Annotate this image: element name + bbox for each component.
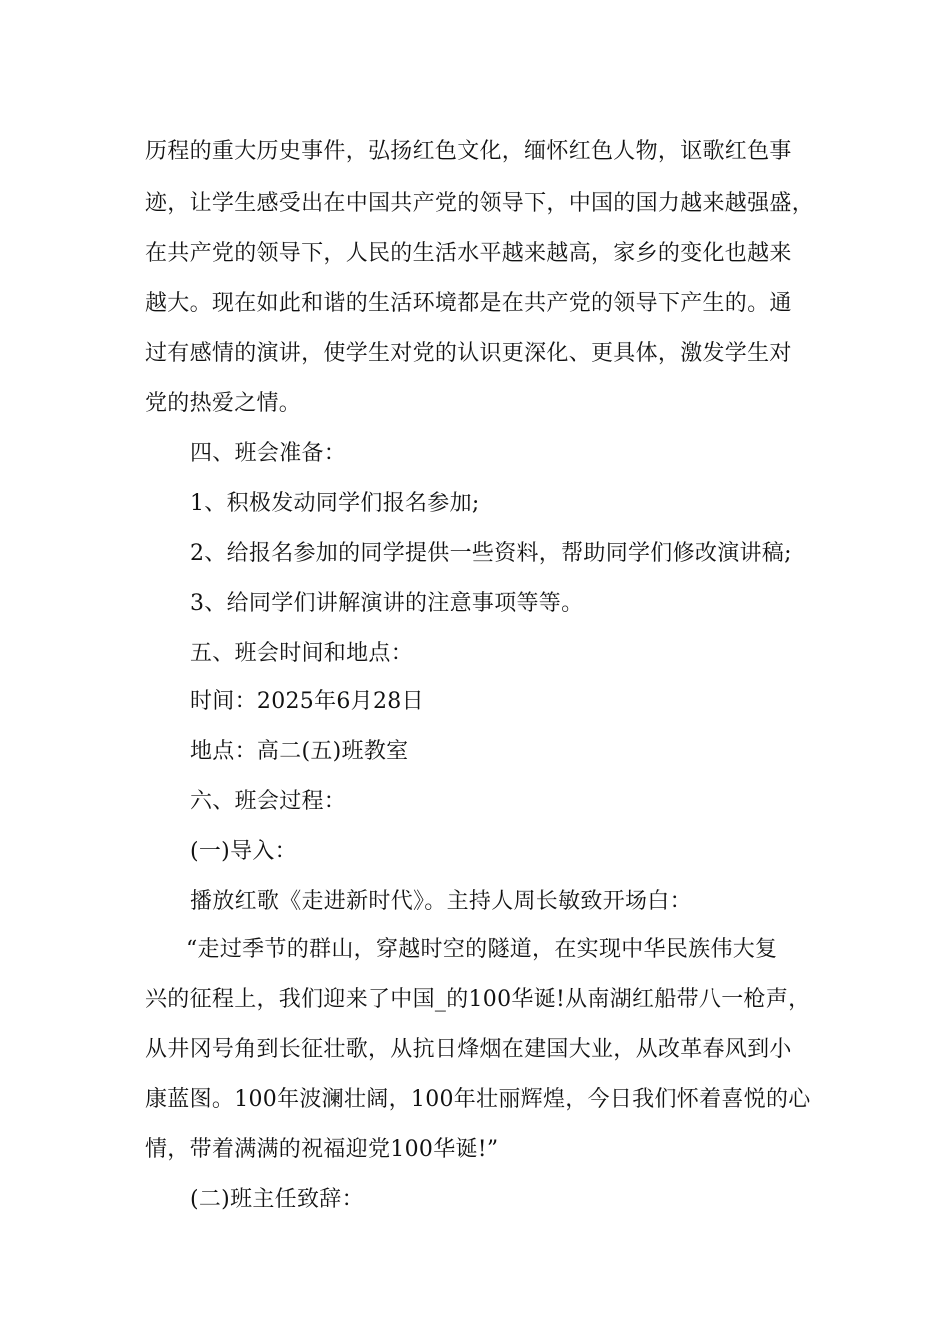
subsection-heading: (一)导入： xyxy=(190,839,297,864)
quote-line: 兴的征程上，我们迎来了中国_的100华诞!从南湖红船带八一枪声， xyxy=(145,987,811,1012)
list-item: 2、给报名参加的同学提供一些资料，帮助同学们修改演讲稿; xyxy=(190,541,792,566)
list-item: 1、积极发动同学们报名参加; xyxy=(190,491,480,516)
section-heading: 五、班会时间和地点： xyxy=(190,641,414,666)
paragraph-line: 历程的重大历史事件，弘扬红色文化，缅怀红色人物，讴歌红色事 xyxy=(145,139,792,164)
meeting-time: 时间：2025年6月28日 xyxy=(190,689,424,714)
section-heading: 四、班会准备： xyxy=(190,441,347,466)
quote-line: “走过季节的群山，穿越时空的隧道，在实现中华民族伟大复 xyxy=(186,937,778,962)
paragraph-line: 迹，让学生感受出在中国共产党的领导下，中国的国力越来越强盛， xyxy=(145,191,815,216)
meeting-location: 地点：高二(五)班教室 xyxy=(190,739,409,764)
quote-line: 情，带着满满的祝福迎党100华诞!” xyxy=(145,1137,499,1162)
paragraph-line: 在共产党的领导下，人民的生活水平越来越高，家乡的变化也越来 xyxy=(145,241,792,266)
paragraph-line: 过有感情的演讲，使学生对党的认识更深化、更具体，激发学生对 xyxy=(145,341,792,366)
subsection-heading: (二)班主任致辞： xyxy=(190,1187,364,1212)
list-item: 3、给同学们讲解演讲的注意事项等等。 xyxy=(190,591,584,616)
paragraph-line: 党的热爱之情。 xyxy=(145,391,302,416)
section-heading: 六、班会过程： xyxy=(190,789,347,814)
quote-line: 康蓝图。100年波澜壮阔，100年壮丽辉煌，今日我们怀着喜悦的心 xyxy=(145,1087,811,1112)
paragraph-line: 播放红歌《走进新时代》。主持人周长敏致开场白： xyxy=(190,889,692,914)
paragraph-line: 越大。现在如此和谐的生活环境都是在共产党的领导下产生的。通 xyxy=(145,291,792,316)
quote-line: 从井冈号角到长征壮歌，从抗日烽烟在建国大业，从改革春风到小 xyxy=(145,1037,792,1062)
